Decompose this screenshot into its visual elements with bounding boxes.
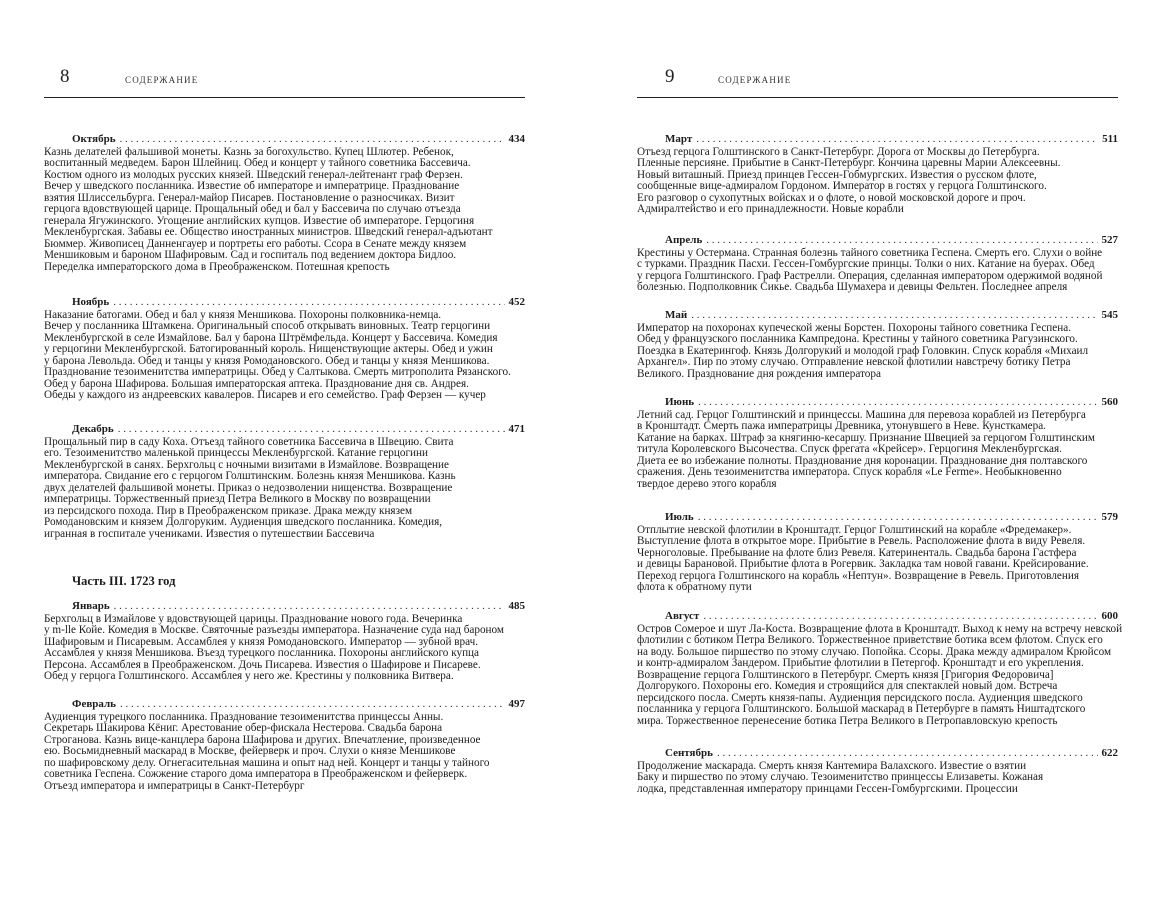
summary-line: Аудиенция турецкого посланника. Празднование тезоименитства принцессы Анны. bbox=[44, 711, 444, 723]
entry-summary bbox=[637, 323, 1118, 380]
summary-line: Меншиковым и бароном Шафировым. Сад и госпиталь под ведением доктора Бидлоо. bbox=[44, 249, 457, 262]
summary-line: Мекленбургская. Забавы ее. Общество иностранных министров. Шведский генерал-адъютант bbox=[44, 226, 493, 239]
toc-entry-heading[interactable] bbox=[637, 309, 1118, 322]
summary-line: Ромодановским и князем Долгоруким. Аудиенция шведского посланника. Комедия, bbox=[44, 516, 443, 529]
toc-entry-heading[interactable] bbox=[637, 234, 1118, 247]
entry-page-number: 622 bbox=[1101, 747, 1118, 759]
summary-line: Его разговор о сухопутных войсках и о флоте, о новой московской дороге и проч. bbox=[637, 191, 1026, 204]
entry-title: Ноябрь bbox=[72, 296, 110, 308]
summary-line: твердое дерево этого корабля bbox=[637, 477, 777, 490]
entry-summary bbox=[44, 310, 525, 402]
entry-summary bbox=[637, 147, 1118, 216]
entry-summary bbox=[637, 525, 1118, 594]
entry-title: Январь bbox=[72, 600, 110, 612]
summary-line: Адмиралтейство и его принадлежности. Новые корабли bbox=[637, 203, 904, 216]
entry-page-number: 560 bbox=[1101, 396, 1118, 408]
toc-entry-heading[interactable] bbox=[44, 296, 525, 309]
summary-line: Остров Сомерое и шут Ла-Коста. Возвращение флота в Кронштадт. Выход к нему на встречу невской bbox=[637, 623, 1123, 635]
summary-line: персидского посла. Смерть князя-папы. Аудиенция персидского посла. Аудиенция шведского bbox=[637, 691, 1083, 704]
summary-line: Выступление флота в открытое море. Прибытие в Ревель. Расположение флота в виду Ревеля. bbox=[637, 535, 1086, 548]
summary-line: в Кронштадт. Смерть пажа императрицы Древника, утонувшего в Неве. Кунсткамера. bbox=[637, 420, 1046, 433]
dot-leader bbox=[698, 396, 1097, 409]
summary-line: императора. Свидание его с герцогом Голштинским. Болезнь князя Меншикова. Казнь bbox=[44, 470, 456, 483]
toc-entry-heading[interactable] bbox=[637, 511, 1118, 524]
summary-line: Ассамблея у князя Меншикова. Въезд турецкого посланника. Похороны английского купца bbox=[44, 647, 480, 660]
toc-entry-heading[interactable] bbox=[637, 747, 1118, 760]
entry-page-number: 527 bbox=[1101, 234, 1118, 246]
entry-page-number: 452 bbox=[508, 296, 525, 308]
entry-title: Май bbox=[665, 309, 688, 321]
dot-leader bbox=[706, 234, 1097, 247]
entry-title: Июнь bbox=[665, 396, 695, 408]
summary-line: Отъезд герцога Голштинского в Санкт-Петербург. Дорога от Москвы до Петербурга. bbox=[637, 146, 1040, 158]
summary-line: императрицы. Торжественный приезд Петра Великого в Москву по возвращении bbox=[44, 493, 431, 506]
entry-summary bbox=[637, 623, 1123, 727]
summary-line: титула Королевского Высочества. Спуск фрегата «Крейсер». Герцогиня Мекленбургская. bbox=[637, 443, 1062, 456]
entry-title: Апрель bbox=[665, 234, 703, 246]
summary-line: Персона. Ассамблея в Преображенском. Дочь Писарева. Известия о Шафирове и Писареве. bbox=[44, 658, 481, 671]
summary-line: Вечер у шведского посланника. Известие об императоре и императрице. Празднование bbox=[44, 180, 460, 193]
toc-entry bbox=[44, 600, 525, 683]
toc-entry-heading[interactable] bbox=[637, 133, 1118, 146]
summary-line: сообщенные вице-адмиралом Гордоном. Император в гостях у герцога Голштинского. bbox=[637, 180, 1047, 193]
dot-leader bbox=[113, 296, 504, 309]
dot-leader bbox=[120, 698, 505, 711]
running-head: СОДЕРЖАНИЕ bbox=[125, 75, 199, 85]
summary-line: взятия Шлиссельбурга. Генерал-майор Писарев. Постановление о разносчиках. Визит bbox=[44, 191, 455, 204]
summary-line: Вечер у посланника Штамкена. Оригинальный способ открывать виновных. Театр герцогини bbox=[44, 320, 491, 333]
entry-page-number: 497 bbox=[508, 698, 525, 710]
header-rule bbox=[637, 97, 1118, 98]
summary-line: Переделка императорского дома в Преображенском. Потешная крепость bbox=[44, 260, 390, 273]
summary-line: Отплытие невской флотилии в Кронштадт. Герцог Голштинский на корабле «Фредемакер». bbox=[637, 524, 1072, 536]
summary-line: флота к обратному пути bbox=[637, 581, 752, 594]
summary-line: сражения. День тезоименитства императора. Спуск корабля «Le Ferme». Необыкновенно bbox=[637, 466, 1062, 479]
summary-line: Переход герцога Голштинского на корабль «Нептун». Возвращение в Ревель. Приготовления bbox=[637, 569, 1079, 582]
summary-line: Празднование тезоименитства императрицы. Обед у Салтыкова. Смерть митрополита Рязанского. bbox=[44, 366, 511, 379]
summary-line: и девицы Барановой. Прибытие флота в Рогервик. Закладка там новой гавани. Крейсирование. bbox=[637, 558, 1089, 571]
summary-line: по шафировскому делу. Огнегасительная машина и опыт над ней. Концерт и танцы у тайного bbox=[44, 756, 490, 769]
summary-line: Берхгольц в Измайлове у вдовствующей царицы. Празднование нового года. Вечеринка bbox=[44, 613, 463, 625]
summary-line: из персидского похода. Пир в Преображенском приказе. Драка между князем bbox=[44, 504, 413, 517]
toc-entry bbox=[637, 133, 1118, 216]
summary-line: Шафировым и Писаревым. Ассамблея у князя Ромодановского. Император — зубной врач. bbox=[44, 635, 479, 648]
entry-page-number: 485 bbox=[508, 600, 525, 612]
dot-leader bbox=[696, 133, 1098, 146]
summary-line: Обед у герцога Голштинского. Ассамблея у него же. Крестины у полковника Витвера. bbox=[44, 670, 454, 683]
entry-page-number: 434 bbox=[508, 133, 525, 145]
dot-leader bbox=[114, 600, 505, 613]
toc-entry bbox=[637, 234, 1118, 294]
summary-line: у барона Левольда. Обед и танцы у князя Ромодановского. Обед и танцы у князя Меншикова. bbox=[44, 354, 490, 367]
entry-summary bbox=[44, 147, 525, 273]
summary-line: Император на похоронах купеческой жены Борстен. Похороны тайного советника Геспена. bbox=[637, 322, 1071, 334]
right-page bbox=[637, 0, 1123, 914]
entry-title: Март bbox=[665, 133, 693, 145]
dot-leader bbox=[703, 610, 1097, 623]
running-head: СОДЕРЖАНИЕ bbox=[718, 75, 792, 85]
summary-line: Секретарь Шакирова Кёниг. Арестование обер-фискала Нестерова. Свадьба барона bbox=[44, 722, 443, 735]
summary-line: Мекленбургской в санях. Берхгольц с ночными визитами в Измайлове. Возвращение bbox=[44, 458, 449, 471]
summary-line: мира. Торжественное перенесение ботика Петра Великого в Петропавловскую крепость bbox=[637, 714, 1058, 727]
toc-entry bbox=[637, 309, 1118, 380]
toc-entry-heading[interactable] bbox=[44, 698, 525, 711]
header-rule bbox=[44, 97, 525, 98]
summary-line: Новый виташный. Приезд принцев Гессен-Гобмургских. Известия о русском флоте, bbox=[637, 168, 1037, 181]
summary-line: Пленные персияне. Прибытие в Санкт-Петербург. Кончина царевны Марии Алексеевны. bbox=[637, 157, 1061, 170]
dot-leader bbox=[120, 133, 505, 146]
summary-line: Продолжение маскарада. Смерть князя Кантемира Валахского. Известие о взятии bbox=[637, 760, 1027, 772]
toc-entry bbox=[44, 698, 525, 792]
toc-entry-heading[interactable] bbox=[44, 133, 525, 146]
summary-line: флотилии с ботиком Петра Великого. Торжественное приветствие ботика всем флотом. Спуск его bbox=[637, 634, 1103, 647]
summary-line: Летний сад. Герцог Голштинский и принцессы. Машина для перевоза кораблей из Петербурга bbox=[637, 409, 1086, 421]
summary-line: Архангел». Пир по этому случаю. Отправление невской флотилии навстречу ботику Петра bbox=[637, 356, 1071, 369]
dot-leader bbox=[118, 423, 505, 436]
summary-line: Долгорукого. Похороны его. Комедия и строящийся для спектаклей новый дом. Встреча bbox=[637, 680, 1058, 693]
summary-line: Катание на барках. Штраф за княгиню-кесаршу. Признание Швецией за герцогом Голштинским bbox=[637, 431, 1095, 444]
summary-line: игранная в госпитале учениками. Известия о путешествии Бассевича bbox=[44, 527, 375, 540]
left-page bbox=[44, 0, 525, 914]
summary-line: лодка, представленная императору принцами Гессен-Гомбургскими. Процессии bbox=[637, 782, 1018, 795]
page-number: 9 bbox=[665, 66, 675, 87]
summary-line: с турками. Праздник Пасхи. Гессен-Гомбургские принцы. Толки о них. Катание на буерах. Обед bbox=[637, 258, 1095, 271]
entry-title: Сентябрь bbox=[665, 747, 713, 759]
dot-leader bbox=[717, 747, 1098, 760]
summary-line: Обеды у каждого из андреевских кавалеров. Писарев и его семейство. Граф Ферзен — кучер bbox=[44, 389, 486, 402]
entry-summary bbox=[44, 437, 525, 540]
entry-summary bbox=[44, 712, 525, 792]
summary-line: Диета ее во избежание полноты. Празднование дня коронации. Празднование дня полтавского bbox=[637, 454, 1088, 467]
summary-line: советника Геспена. Сожжение старого дома императора в Преображенском и фейерверк. bbox=[44, 768, 468, 781]
summary-line: и контр-адмиралом Зандером. Прибытие флотилии в Петергоф. Кронштадт и его укрепления. bbox=[637, 657, 1084, 670]
summary-line: Баку и пиршество по этому случаю. Тезоименитство принцессы Елизаветы. Кожаная bbox=[637, 771, 1044, 784]
entry-summary bbox=[637, 761, 1118, 795]
entry-page-number: 511 bbox=[1102, 133, 1118, 145]
entry-title: Июль bbox=[665, 511, 694, 523]
summary-line: у герцогини Мекленбургской. Батогированный король. Нищенствующие актеры. Обед и ужин bbox=[44, 343, 493, 356]
toc-entry bbox=[44, 423, 525, 540]
summary-line: у m-lle Койе. Комедия в Москве. Святочные разъезды императора. Назначение суда над бароном bbox=[44, 624, 504, 637]
summary-line: Поездка в Екатерингоф. Князь Долгорукий и молодой граф Головкин. Спуск корабля «Михаил bbox=[637, 344, 1089, 357]
summary-line: Прощальный пир в саду Коха. Отъезд тайного советника Бассевича в Швецию. Свита bbox=[44, 436, 454, 448]
toc-entry bbox=[637, 747, 1118, 795]
entry-summary bbox=[637, 410, 1118, 490]
summary-line: генерала Ягужинского. Угощение английских купцов. Известие об императоре. Герцогиня bbox=[44, 214, 475, 227]
summary-line: герцога вдовствующей царице. Прощальный обед и бал у Бассевича по случаю отъезда bbox=[44, 203, 461, 216]
summary-line: посланника у герцога Голштинского. Большой маскарад в Петербурге в память Ништадтского bbox=[637, 703, 1086, 716]
toc-entry-heading[interactable] bbox=[637, 610, 1118, 623]
summary-line: Отъезд императора и императрицы в Санкт-Петербург bbox=[44, 779, 305, 792]
summary-line: Казнь делателей фальшивой монеты. Казнь за богохульство. Купец Шлютер. Ребенок, bbox=[44, 146, 454, 158]
toc-entry bbox=[44, 133, 525, 273]
summary-line: Крестины у Остермана. Странная болезнь тайного советника Геспена. Смерть его. Слухи о войне bbox=[637, 247, 1103, 259]
summary-line: Великого. Празднование дня рождения императора bbox=[637, 367, 881, 380]
entry-summary bbox=[44, 614, 525, 683]
toc-entry bbox=[637, 396, 1118, 490]
entry-title: Август bbox=[665, 610, 700, 622]
summary-line: на воду. Большое пиршество по этому случаю. Попойка. Ссоры. Драка между адмиралом Крюйсом bbox=[637, 645, 1112, 658]
summary-line: Обед у барона Шафирова. Большая императорская аптека. Празднование дня св. Андрея. bbox=[44, 377, 469, 390]
entry-title: Декабрь bbox=[72, 423, 114, 435]
summary-line: Черноголовые. Пребывание на флоте близ Ревеля. Катериненталь. Свадьба барона Гастфера bbox=[637, 546, 1077, 559]
entry-title: Февраль bbox=[72, 698, 116, 710]
entry-title: Октябрь bbox=[72, 133, 116, 145]
entry-summary bbox=[637, 248, 1118, 294]
summary-line: Костюм одного из молодых русских князей. Шведский генерал-лейтенант граф Ферзен. bbox=[44, 168, 463, 181]
summary-line: Обед у французского посланника Кампредона. Крестины у тайного советника Рагузинского. bbox=[637, 333, 1078, 346]
dot-leader bbox=[691, 309, 1097, 322]
summary-line: его. Тезоименитство маленькой принцессы Мекленбургской. Катание герцогини bbox=[44, 447, 429, 460]
summary-line: ею. Восьмидневный маскарад в Москве, фейерверк и проч. Слухи о князе Меншикове bbox=[44, 745, 456, 758]
summary-line: Возвращение герцога Голштинского в Петербург. Смерть князя [Григория Федоровича] bbox=[637, 668, 1054, 681]
summary-line: воспитанный медведем. Барон Шлейниц. Обед и концерт у тайного советника Бассевича. bbox=[44, 157, 471, 170]
toc-entry-heading[interactable] bbox=[637, 396, 1118, 409]
summary-line: болезнью. Подполковник Сикье. Свадьба Шумахера и девицы Фельтен. Последнее апреля bbox=[637, 281, 1068, 294]
dot-leader bbox=[698, 511, 1098, 524]
toc-entry bbox=[44, 296, 525, 402]
summary-line: Бюммер. Живописец Данненгауер и портреты его работы. Ссора в Сенате между князем bbox=[44, 237, 467, 250]
summary-line: у герцога Голштинского. Граф Растрелли. Операция, сделанная императором одержимой водяной bbox=[637, 269, 1103, 282]
summary-line: двух делателей фальшивой монеты. Приказ о недозволении нищенства. Возвращение bbox=[44, 481, 453, 494]
entry-page-number: 471 bbox=[508, 423, 525, 435]
entry-page-number: 600 bbox=[1101, 610, 1118, 622]
part-heading: Часть III. 1723 год bbox=[72, 574, 176, 588]
entry-page-number: 545 bbox=[1101, 309, 1118, 321]
toc-entry-heading[interactable] bbox=[44, 423, 525, 436]
summary-line: Наказание батогами. Обед и бал у князя Меншикова. Похороны полковника-немца. bbox=[44, 309, 442, 321]
summary-line: Строганова. Казнь вице-канцлера барона Шафирова и других. Впечатление, произведенное bbox=[44, 733, 481, 746]
toc-entry bbox=[637, 511, 1118, 594]
entry-page-number: 579 bbox=[1101, 511, 1118, 523]
summary-line: Мекленбургской в селе Измайлове. Бал у барона Штрёмфельда. Концерт у Бассевича. Комедия bbox=[44, 331, 498, 344]
toc-entry-heading[interactable] bbox=[44, 600, 525, 613]
page-number: 8 bbox=[60, 66, 70, 87]
toc-entry bbox=[637, 610, 1123, 727]
